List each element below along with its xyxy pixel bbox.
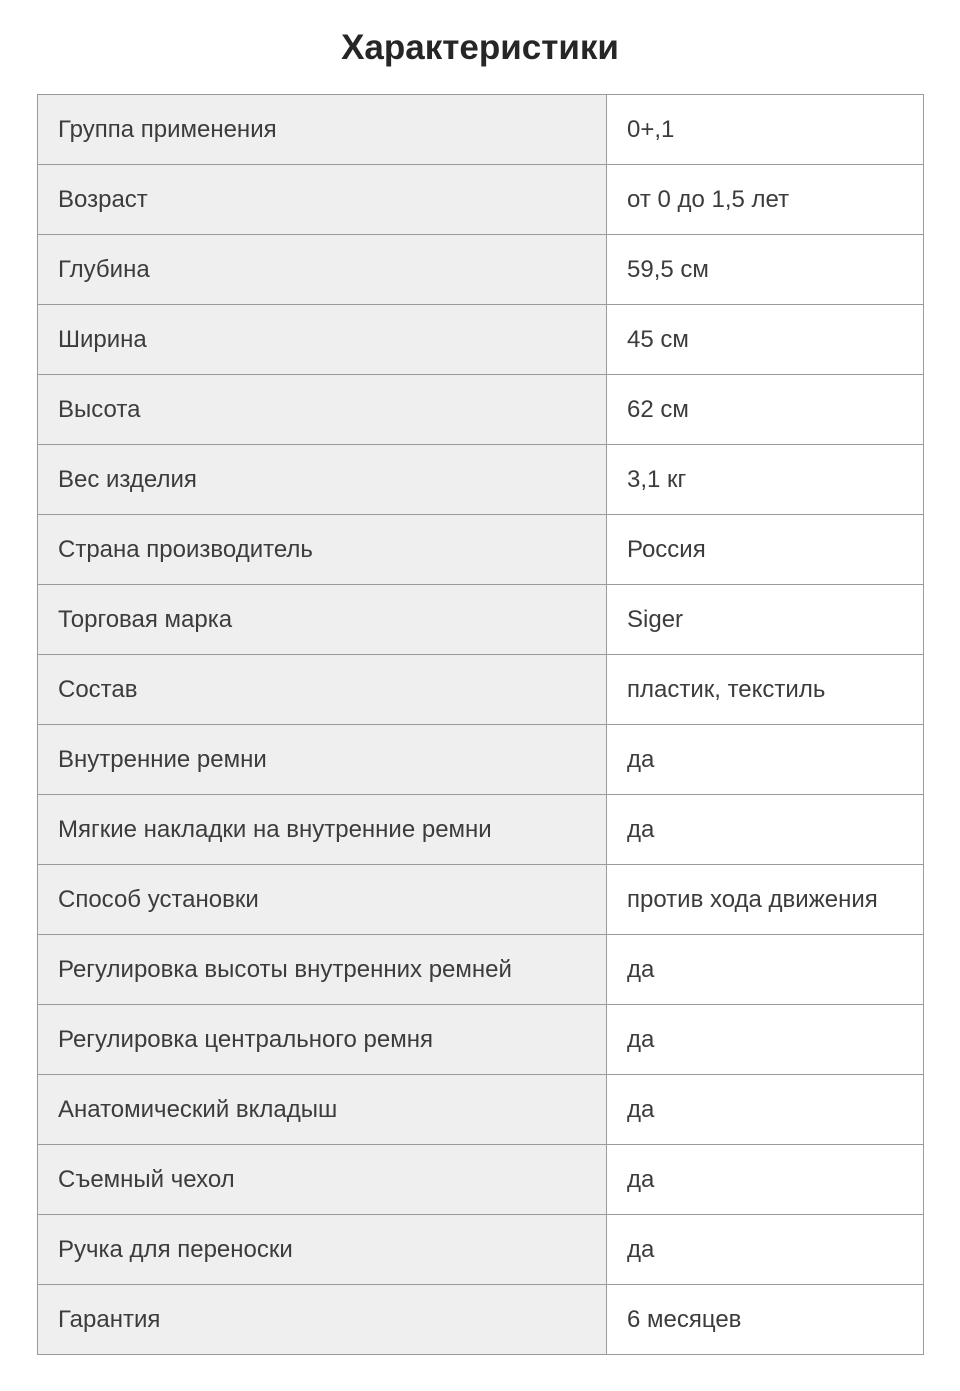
table-row <box>38 95 924 165</box>
spec-value: 62 см <box>607 375 924 445</box>
spec-name: Торговая марка <box>38 585 607 655</box>
table-row <box>38 935 924 1005</box>
table-row <box>38 165 924 235</box>
spec-value: 45 см <box>607 305 924 375</box>
table-row <box>38 515 924 585</box>
spec-value: от 0 до 1,5 лет <box>607 165 924 235</box>
table-row <box>38 1285 924 1355</box>
spec-name: Ручка для переноски <box>38 1215 607 1285</box>
spec-name: Гарантия <box>38 1285 607 1355</box>
spec-name: Анатомический вкладыш <box>38 1075 607 1145</box>
specs-table <box>37 94 924 1355</box>
table-row <box>38 655 924 725</box>
spec-name: Глубина <box>38 235 607 305</box>
spec-value: 59,5 см <box>607 235 924 305</box>
spec-value: пластик, текстиль <box>607 655 924 725</box>
spec-value: против хода движения <box>607 865 924 935</box>
spec-name: Способ установки <box>38 865 607 935</box>
table-row <box>38 585 924 655</box>
table-row <box>38 235 924 305</box>
spec-value: 6 месяцев <box>607 1285 924 1355</box>
spec-value: да <box>607 795 924 865</box>
spec-value: Россия <box>607 515 924 585</box>
table-row <box>38 865 924 935</box>
table-row <box>38 375 924 445</box>
spec-value: 3,1 кг <box>607 445 924 515</box>
table-row <box>38 1145 924 1215</box>
spec-name: Состав <box>38 655 607 725</box>
page-title: Характеристики <box>341 28 619 67</box>
spec-name: Съемный чехол <box>38 1145 607 1215</box>
spec-name: Ширина <box>38 305 607 375</box>
spec-value: да <box>607 1215 924 1285</box>
table-row <box>38 795 924 865</box>
spec-value: да <box>607 1005 924 1075</box>
spec-name: Вес изделия <box>38 445 607 515</box>
table-row <box>38 1005 924 1075</box>
spec-name: Регулировка центрального ремня <box>38 1005 607 1075</box>
spec-value: да <box>607 1145 924 1215</box>
table-row <box>38 305 924 375</box>
spec-value: 0+,1 <box>607 95 924 165</box>
spec-value: Siger <box>607 585 924 655</box>
spec-value: да <box>607 725 924 795</box>
table-row <box>38 1075 924 1145</box>
spec-name: Регулировка высоты внутренних ремней <box>38 935 607 1005</box>
spec-value: да <box>607 1075 924 1145</box>
spec-name: Высота <box>38 375 607 445</box>
table-row <box>38 445 924 515</box>
spec-name: Мягкие накладки на внутренние ремни <box>38 795 607 865</box>
table-row <box>38 725 924 795</box>
table-row <box>38 1215 924 1285</box>
spec-name: Возраст <box>38 165 607 235</box>
spec-name: Группа применения <box>38 95 607 165</box>
spec-name: Внутренние ремни <box>38 725 607 795</box>
spec-name: Страна производитель <box>38 515 607 585</box>
spec-value: да <box>607 935 924 1005</box>
